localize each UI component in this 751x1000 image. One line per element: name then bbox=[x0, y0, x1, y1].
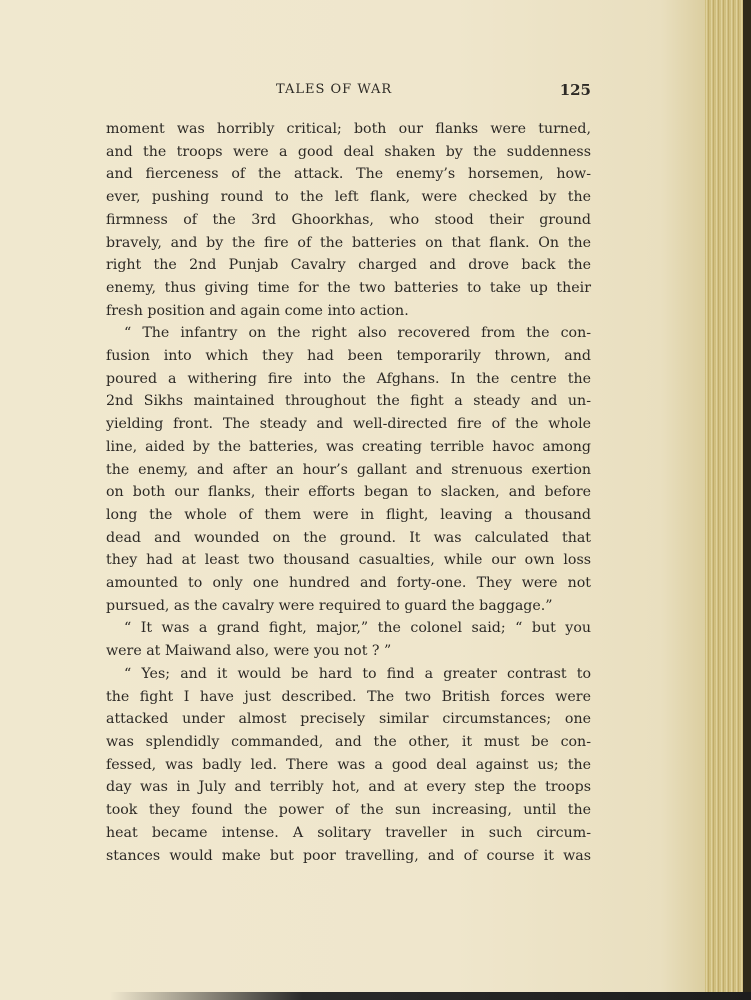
text-line: were at Maiwand also, were you not ? ” bbox=[106, 643, 392, 660]
text-line: fessed, was badly led. There was a good deal against us; the bbox=[106, 756, 591, 773]
text-line: pursued, as the cavalry were required to guard the baggage.” bbox=[106, 597, 553, 614]
text-line: enemy, thus giving time for the two batteries to take up their bbox=[106, 279, 591, 296]
body-text bbox=[106, 118, 591, 867]
text-line: fusion into which they had been temporarily thrown, and bbox=[106, 348, 591, 365]
text-line: yielding front. The steady and well-directed fire of the whole bbox=[106, 416, 591, 433]
text-line: ever, pushing round to the left flank, were checked by the bbox=[106, 189, 591, 206]
text-line: attacked under almost precisely similar circumstances; one bbox=[106, 711, 591, 728]
text-line: on both our flanks, their efforts began to slacken, and before bbox=[106, 484, 591, 501]
text-line: right the 2nd Punjab Cavalry charged and drove back the bbox=[106, 257, 591, 274]
text-line: and fierceness of the attack. The enemy’s horsemen, how- bbox=[106, 166, 591, 183]
text-line: heat became intense. A solitary traveller in such circum- bbox=[106, 824, 591, 841]
text-line: dead and wounded on the ground. It was calculated that bbox=[106, 529, 591, 546]
text-line: fresh position and again come into action. bbox=[106, 302, 409, 319]
text-line: amounted to only one hundred and forty-one. They were not bbox=[106, 575, 591, 592]
text-line: the enemy, and after an hour’s gallant and strenuous exertion bbox=[106, 461, 591, 478]
text-line: moment was horribly critical; both our flanks were turned, bbox=[106, 121, 591, 137]
text-line: stances would make but poor travelling, and of course it was bbox=[106, 847, 591, 864]
binding-shadow bbox=[743, 0, 751, 1000]
text-line: firmness of the 3rd Ghoorkhas, who stood their ground bbox=[106, 211, 591, 228]
text-line: “ Yes; and it would be hard to find a greater contrast to bbox=[124, 665, 591, 682]
text-line: and the troops were a good deal shaken by the suddenness bbox=[106, 143, 591, 160]
text-line: took they found the power of the sun increasing, until the bbox=[106, 802, 591, 819]
page-header bbox=[106, 82, 591, 106]
text-line: poured a withering fire into the Afghans. In the centre the bbox=[106, 370, 591, 387]
text-line: “ It was a grand fight, major,” the colonel said; “ but you bbox=[124, 620, 591, 637]
text-line: day was in July and terribly hot, and at every step the troops bbox=[106, 779, 591, 796]
text-line: line, aided by the batteries, was creating terrible havoc among bbox=[106, 438, 591, 455]
text-line: “ The infantry on the right also recovered from the con- bbox=[124, 325, 591, 342]
text-line: was splendidly commanded, and the other, it must be con- bbox=[106, 733, 591, 750]
text-line: 2nd Sikhs maintained throughout the fight a steady and un- bbox=[106, 393, 591, 410]
text-line: they had at least two thousand casualties, while our own loss bbox=[106, 552, 591, 569]
text-line: bravely, and by the fire of the batteries on that flank. On the bbox=[106, 234, 591, 251]
page-number: 125 bbox=[559, 81, 591, 99]
text-line: the fight I have just described. The two British forces were bbox=[106, 688, 591, 705]
running-title: TALES OF WAR bbox=[276, 82, 393, 97]
text-line: long the whole of them were in flight, leaving a thousand bbox=[106, 506, 591, 523]
bottom-page-shadow bbox=[110, 992, 751, 1000]
